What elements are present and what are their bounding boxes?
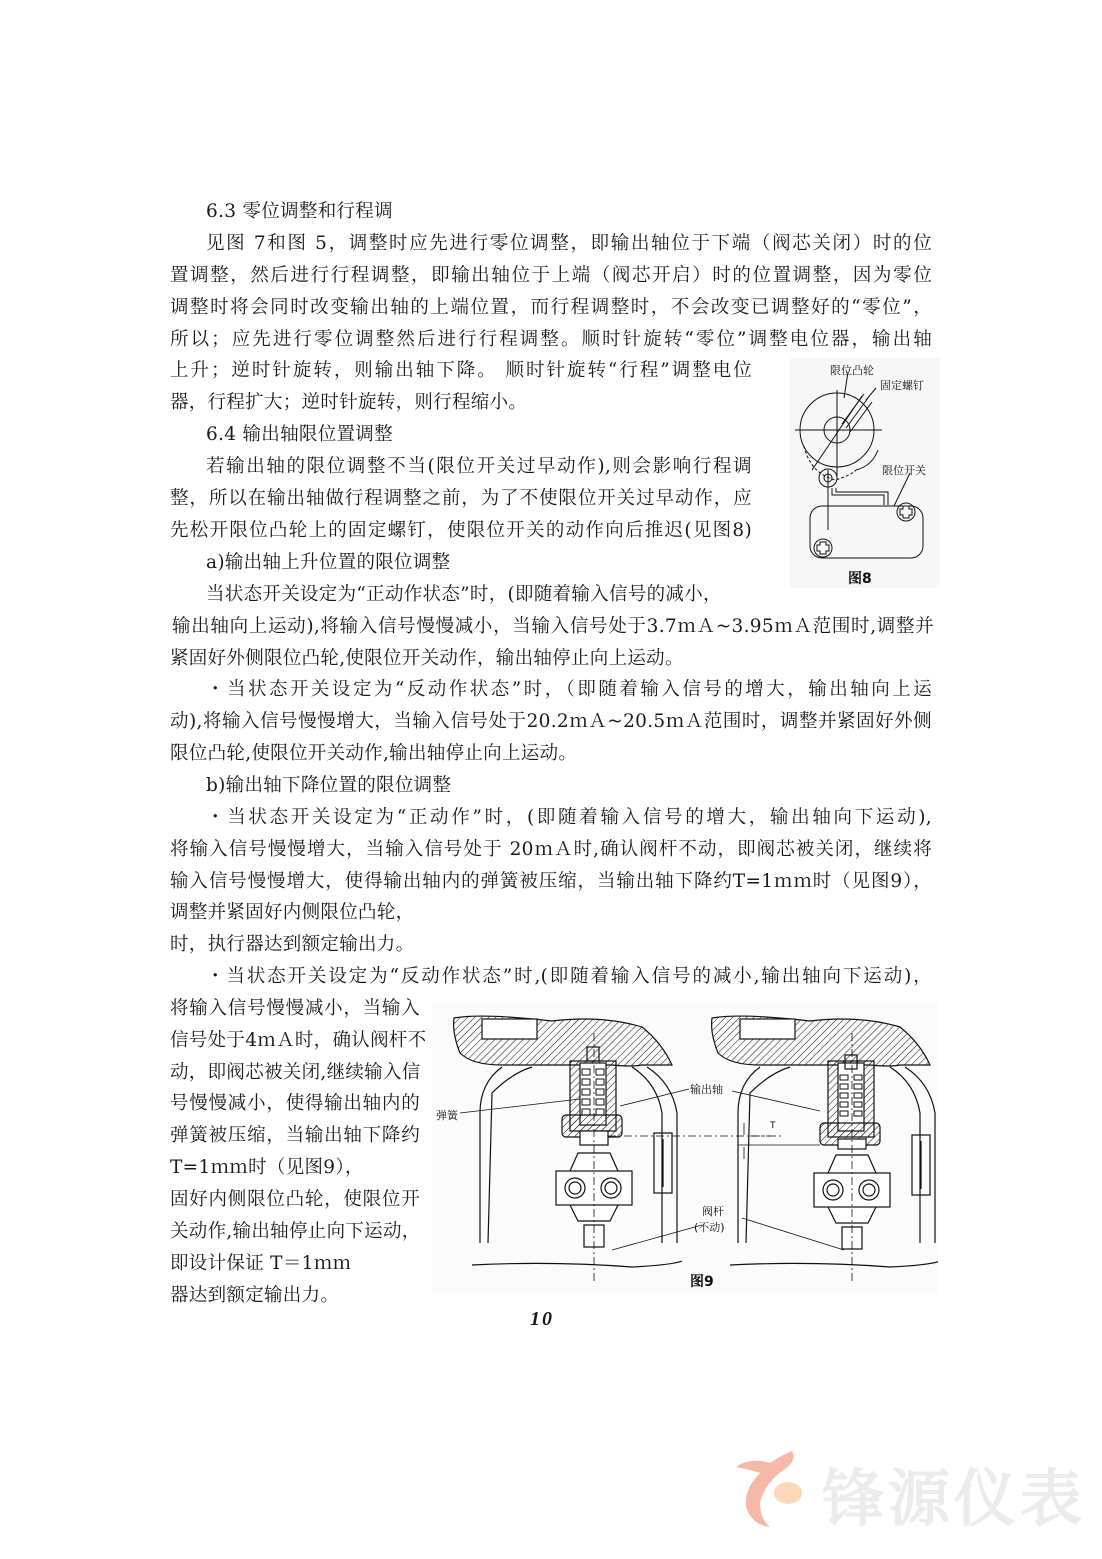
- label-limit-cam: 限位凸轮: [830, 364, 874, 377]
- subsection-a-heading: a)输出轴上升位置的限位调整: [206, 552, 451, 573]
- subsection-b-heading: b)输出轴下降位置的限位调整: [206, 775, 452, 796]
- label-valve-stem: 阀杆: [702, 1205, 724, 1218]
- paragraph-line: 先松开限位凸轮上的固定螺钉，使限位开关的动作向后推迟(见图8): [170, 520, 752, 541]
- paragraph-line: 调整时将会同时改变输出轴的上端位置，而行程调整时，不会改变已调整好的“零位”，: [170, 297, 932, 318]
- brand-logo-icon: [730, 1445, 820, 1535]
- paragraph-line: 器，行程扩大；逆时针旋转，则行程缩小。: [170, 392, 528, 413]
- paragraph-line: 输入信号慢慢增大，使得输出轴内的弹簧被压缩，当输出轴下降约T=1ｍｍ时（见图9），: [170, 871, 932, 892]
- paragraph-line: 置调整，然后进行行程调整，即输出轴位于上端（阀芯开启）时的位置调整，因为零位: [170, 265, 932, 286]
- paragraph-line: 将输入信号慢慢减小，当输入: [170, 998, 420, 1019]
- watermark: [730, 1445, 1090, 1535]
- label-limit-switch: 限位开关: [882, 464, 926, 477]
- paragraph-line: 固好内侧限位凸轮，使限位开: [170, 1189, 420, 1210]
- paragraph-line: 调整并紧固好内侧限位凸轮，: [170, 902, 415, 923]
- figure-8: [790, 358, 940, 588]
- label-output-shaft: 输出轴: [690, 1083, 723, 1096]
- paragraph-line: 即设计保证 T＝1ｍｍ: [170, 1253, 352, 1274]
- paragraph-line: 时，执行器达到额定输出力。: [170, 934, 415, 955]
- paragraph-line: 弹簧被压缩，当输出轴下降约: [170, 1125, 420, 1146]
- section-6-4-heading: 6.4 输出轴限位置调整: [206, 424, 393, 445]
- paragraph-line: 动),将输入信号慢慢增大，当输入信号处于20.2ｍＡ~20.5ｍＡ范围时，调整并紧固好外侧: [170, 711, 932, 732]
- paragraph-line: ・当状态开关设定为“反动作状态”时,(即随着输入信号的减小,输出轴向下运动)，: [206, 966, 932, 987]
- label-travel-T: T: [770, 1121, 776, 1131]
- figure-8-caption: 图8: [848, 571, 872, 587]
- paragraph-line: 若输出轴的限位调整不当(限位开关过早动作),则会影响行程调: [206, 456, 752, 477]
- watermark-text: 锋源仪表: [822, 1462, 1087, 1535]
- paragraph-line: 所以；应先进行零位调整然后进行行程调整。顺时针旋转“零位”调整电位器，输出轴: [170, 329, 932, 350]
- paragraph-line: 当状态开关设定为“正动作状态”时，(即随着输入信号的减小，: [206, 584, 722, 605]
- paragraph-line: ・当状态开关设定为“反动作状态”时，（即随着输入信号的增大，输出轴向上运: [206, 679, 932, 700]
- paragraph-line: 上升；逆时针旋转，则输出轴下降。 顺时针旋转“行程”调整电位: [170, 360, 752, 381]
- paragraph-line: 器达到额定输出力。: [170, 1285, 340, 1306]
- paragraph-line: 输出轴向上运动),将输入信号慢慢减小，当输入信号处于3.7ｍＡ~3.95ｍＡ范围时,调整并: [172, 616, 934, 637]
- paragraph-line: 将输入信号慢慢增大，当输入信号处于 20ｍＡ时,确认阀杆不动，即阀芯被关闭，继续将: [170, 839, 932, 860]
- paragraph-line: 紧固好外侧限位凸轮,使限位开关动作，输出轴停止向上运动。: [170, 648, 684, 669]
- paragraph-line: 动，即阀芯被关闭,继续输入信: [170, 1062, 421, 1083]
- page-number: 10: [530, 1308, 554, 1330]
- paragraph-line: 见图 7和图 5，调整时应先进行零位调整，即输出轴位于下端（阀芯关闭）时的位: [206, 233, 932, 254]
- label-fixing-screw: 固定螺钉: [880, 379, 924, 392]
- figure-9: [432, 1003, 938, 1293]
- label-spring: 弹簧: [436, 1109, 458, 1122]
- paragraph-line: T=1ｍｍ时（见图9），: [170, 1157, 364, 1178]
- paragraph-line: 整，所以在输出轴做行程调整之前，为了不使限位开关过早动作，应: [170, 488, 752, 509]
- paragraph-line: 关动作,输出轴停止向下运动，: [170, 1221, 421, 1242]
- label-valve-stem-note: (不动): [694, 1221, 725, 1234]
- paragraph-line: 号慢慢减小，使得输出轴内的: [170, 1093, 420, 1114]
- section-6-3-heading: 6.3 零位调整和行程调: [206, 201, 393, 222]
- paragraph-line: 信号处于4ｍＡ时，确认阀杆不: [170, 1030, 427, 1051]
- output-shaft-spring-diagram: [432, 1003, 938, 1293]
- paragraph-line: ・当状态开关设定为“正动作”时，(即随着输入信号的增大，输出轴向下运动),: [206, 807, 932, 828]
- paragraph-line: 限位凸轮,使限位开关动作,输出轴停止向上运动。: [170, 743, 578, 764]
- figure-9-caption: 图9: [690, 1274, 714, 1290]
